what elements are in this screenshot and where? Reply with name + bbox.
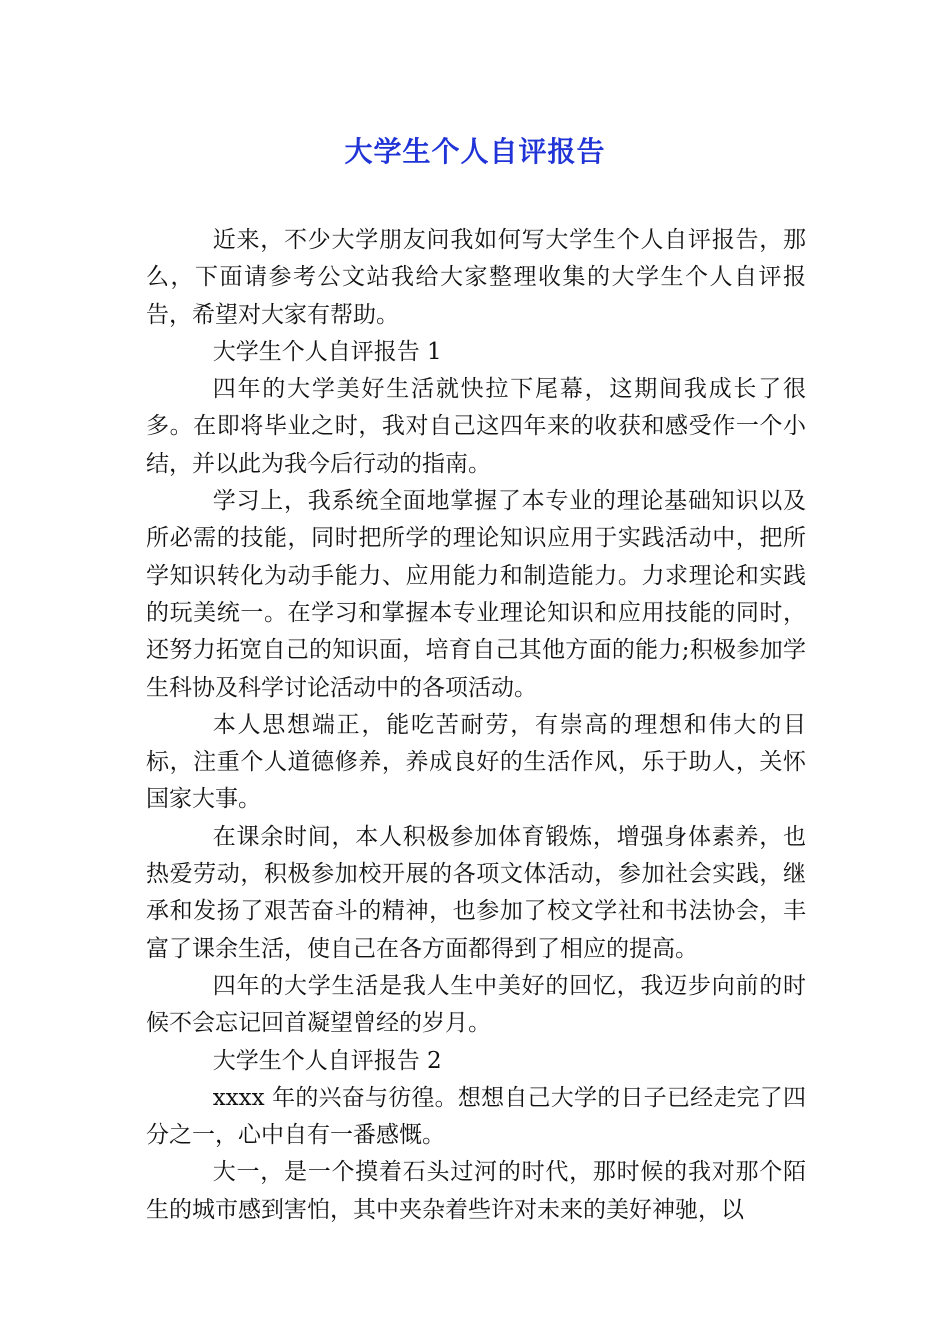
paragraph: 学习上，我系统全面地掌握了本专业的理论基础知识以及所必需的技能，同时把所学的理论知识应用于实践活动中，把所学知识转化为动手能力、应用能力和制造能力。力求理论和实践的玩美统一。在学习和掌握本专业理论知识和应用技能的同时，还努力拓宽自己的知识面，培育自己其他方面的能力;积极参加学生科协及科学讨论活动中的各项活动。 xyxy=(146,488,806,701)
section-heading-1: 大学生个人自评报告 1 xyxy=(212,338,442,365)
paragraph: 在课余时间，本人积极参加体育锻炼，增强身体素养，也热爱劳动，积极参加校开展的各项文体活动，参加社会实践，继承和发扬了艰苦奋斗的精神，也参加了校文学社和书法协会，丰富了课余生活，使自己在各方面都得到了相应的提高。 xyxy=(146,823,806,962)
paragraph: xxxx 年的兴奋与彷徨。想想自己大学的日子已经走完了四分之一，心中自有一番感慨。 xyxy=(146,1084,806,1149)
paragraph-intro: 近来，不少大学朋友问我如何写大学生个人自评报告，那么，下面请参考公文站我给大家整理收集的大学生个人自评报告，希望对大家有帮助。 xyxy=(146,227,806,328)
paragraph: 四年的大学美好生活就快拉下尾幕，这期间我成长了很多。在即将毕业之时，我对自己这四年来的收获和感受作一个小结，并以此为我今后行动的指南。 xyxy=(146,376,806,477)
paragraph: 本人思想端正，能吃苦耐劳，有崇高的理想和伟大的目标，注重个人道德修养，养成良好的生活作风，乐于助人，关怀国家大事。 xyxy=(146,711,806,813)
paragraph: 大一，是一个摸着石头过河的时代，那时候的我对那个陌生的城市感到害怕，其中夹杂着些许对未来的美好神驰，以 xyxy=(146,1159,806,1223)
document-body xyxy=(146,222,806,1229)
paragraph: 四年的大学生活是我人生中美好的回忆，我迈步向前的时候不会忘记回首凝望曾经的岁月。 xyxy=(146,972,806,1037)
document-title: 大学生个人自评报告 xyxy=(344,135,606,168)
section-heading-2: 大学生个人自评报告 2 xyxy=(212,1047,442,1074)
